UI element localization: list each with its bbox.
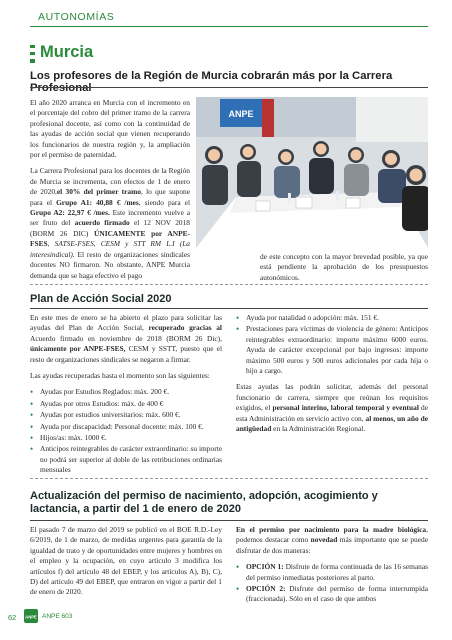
- permit-body-left: [30, 525, 222, 604]
- plan-body-right: [236, 313, 428, 440]
- region-marker: [30, 45, 35, 63]
- permit-body-right: [236, 525, 428, 606]
- paragraph: Estas ayudas las podrán solicitar, además del personal funcionario de carrera, siempre que reúnan los requisitos exigidos, el personal interino, laboral temporal y eventual de esta Administración en servicio activo con, al menos, un año de antigüedad en la Administración Regional.: [236, 382, 428, 434]
- list-item: • Ayuda por discapacidad: Personal docente: máx. 100 €.: [30, 422, 222, 432]
- options-list: [236, 562, 428, 605]
- list-item: • Ayuda por natalidad o adopción: máx. 151 €.: [236, 313, 428, 323]
- benefits-list-continued: [236, 313, 428, 376]
- article-title: Los profesores de la Región de Murcia cobrarán más por la Carrera Profesional: [30, 70, 393, 94]
- section-divider: [30, 26, 428, 27]
- subsection-divider: [30, 308, 428, 309]
- list-item: • Hijos/as: máx. 1000 €.: [30, 433, 222, 443]
- paragraph: La Carrera Profesional para los docentes de la Región de Murcia se incrementa, con efectos de 1 de enero de 2020,el 30% del primer tramo, lo que supone para el Grupo A1: 40,88 € /mes, siendo para el Grupo A2: 22,97 € /mes. Este incremento vuelve a ser fruto del acuerdo firmado el 12 NOV 2018 (BORM 26 DIC) ÚNICAMENTE por ANPE-FSES, SATSE-FSES, CESM y STT RM L.I (La interesindical). El resto de organizaciones sindicales docentes NO firmaron. No obstante, ANPE Murcia demanda que se haga efectivo el pago: [30, 166, 191, 280]
- list-item: • OPCIÓN 2: Disfrute del permiso de forma interrumpida (fraccionada). Sólo en el caso de que ambos: [236, 584, 428, 605]
- subsection-title: Plan de Acción Social 2020: [30, 293, 172, 305]
- plan-body-left: [30, 313, 222, 477]
- list-item: • Anticipos reintegrables de carácter extraordinario: su importe no podrá ser superior al doble de las retribuciones ordinarias mensuales: [30, 444, 222, 475]
- section-separator: [30, 478, 428, 479]
- benefits-list: [30, 387, 222, 475]
- list-item: • Ayudas por otros Estudios: máx. de 400 €: [30, 399, 222, 409]
- paragraph: El pasado 7 de marzo del 2019 se publicó en el BOE R.D.-Ley 6/2019, de 1 de marzo, de medidas urgentes para garantía de la igualdad de trato y de oportunidades entre mujeres y hombres en el empleo y la ocupación, en cuyo artículo 3 modifica los artículos f) del artículo 48 del EBEP, y los artículos A), B), C), D) del artículo 49 del EBEP, que entraron en vigor a partir del 1 de enero de 2020.: [30, 525, 222, 597]
- paragraph: El año 2020 arranca en Murcia con el incremento en el porcentaje del cobro del primer tramo de la carrera profesional docente, así como con la continuidad de las ayudas de acción social que vienen recuperando los funcionarios de nuestra región y, la ampliación por el permiso de paternidad.: [30, 98, 190, 160]
- paragraph: de este concepto con la mayor brevedad posible, ya que está pendiente la aprobación de los presupuestos autonómicos.: [260, 252, 428, 282]
- section-separator: [30, 284, 428, 285]
- list-item: • Ayudas por estudios universitarios: máx. 600 €.: [30, 410, 222, 420]
- svg-text:ANPE: ANPE: [25, 614, 37, 620]
- list-item: • Ayudas por Estudios Reglados: máx. 200 €.: [30, 387, 222, 397]
- region-title: Murcia: [40, 43, 94, 61]
- paragraph: En este mes de enero se ha abierto el plazo para solicitar las ayudas del Plan de Acción Social, recuperado gracias al Acuerdo firmado en noviembre de 2018 (BORM 26 Dic), únicamente por ANPE-FSES, CESM y SSTT, puesto que el resto de organizaciones sindicales se negaron a firmar.: [30, 313, 222, 364]
- subsection-divider: [30, 520, 428, 521]
- list-item: • Prestaciones para víctimas de violencia de género: Anticipos reintegrables extraordinario: importe máximo 6000 euros. Ayuda de carácter excepcional por bajo ingresos: importe máximo 500 euros y 500 euros adicionales por cada hija o hijo a cargo.: [236, 324, 428, 376]
- section-label: AUTONOMÍAS: [38, 11, 115, 23]
- svg-text:ANPE: ANPE: [228, 109, 254, 119]
- page-number: 62: [8, 613, 17, 622]
- paragraph: Las ayudas recuperadas hasta el momento son las siguientes:: [30, 371, 210, 381]
- article-body-left: [30, 98, 190, 287]
- subsection-title: Actualización del permiso de nacimiento, adopción, acogimiento y lactancia, a partir del 1 de enero de 2020: [30, 490, 378, 515]
- meeting-photo: [196, 97, 428, 248]
- list-item: • OPCIÓN 1: Disfrute de forma continuada de las 16 semanas del permiso inmediatas posteriores al parto.: [236, 562, 428, 583]
- title-divider: [30, 87, 428, 88]
- magazine-name: ANPE 603: [42, 613, 73, 620]
- anpe-logo-icon: [24, 609, 38, 623]
- paragraph: En el permiso por nacimiento para la madre biológica, podemos destacar como novedad más importante que se puede disfrutar de dos maneras:: [236, 525, 428, 555]
